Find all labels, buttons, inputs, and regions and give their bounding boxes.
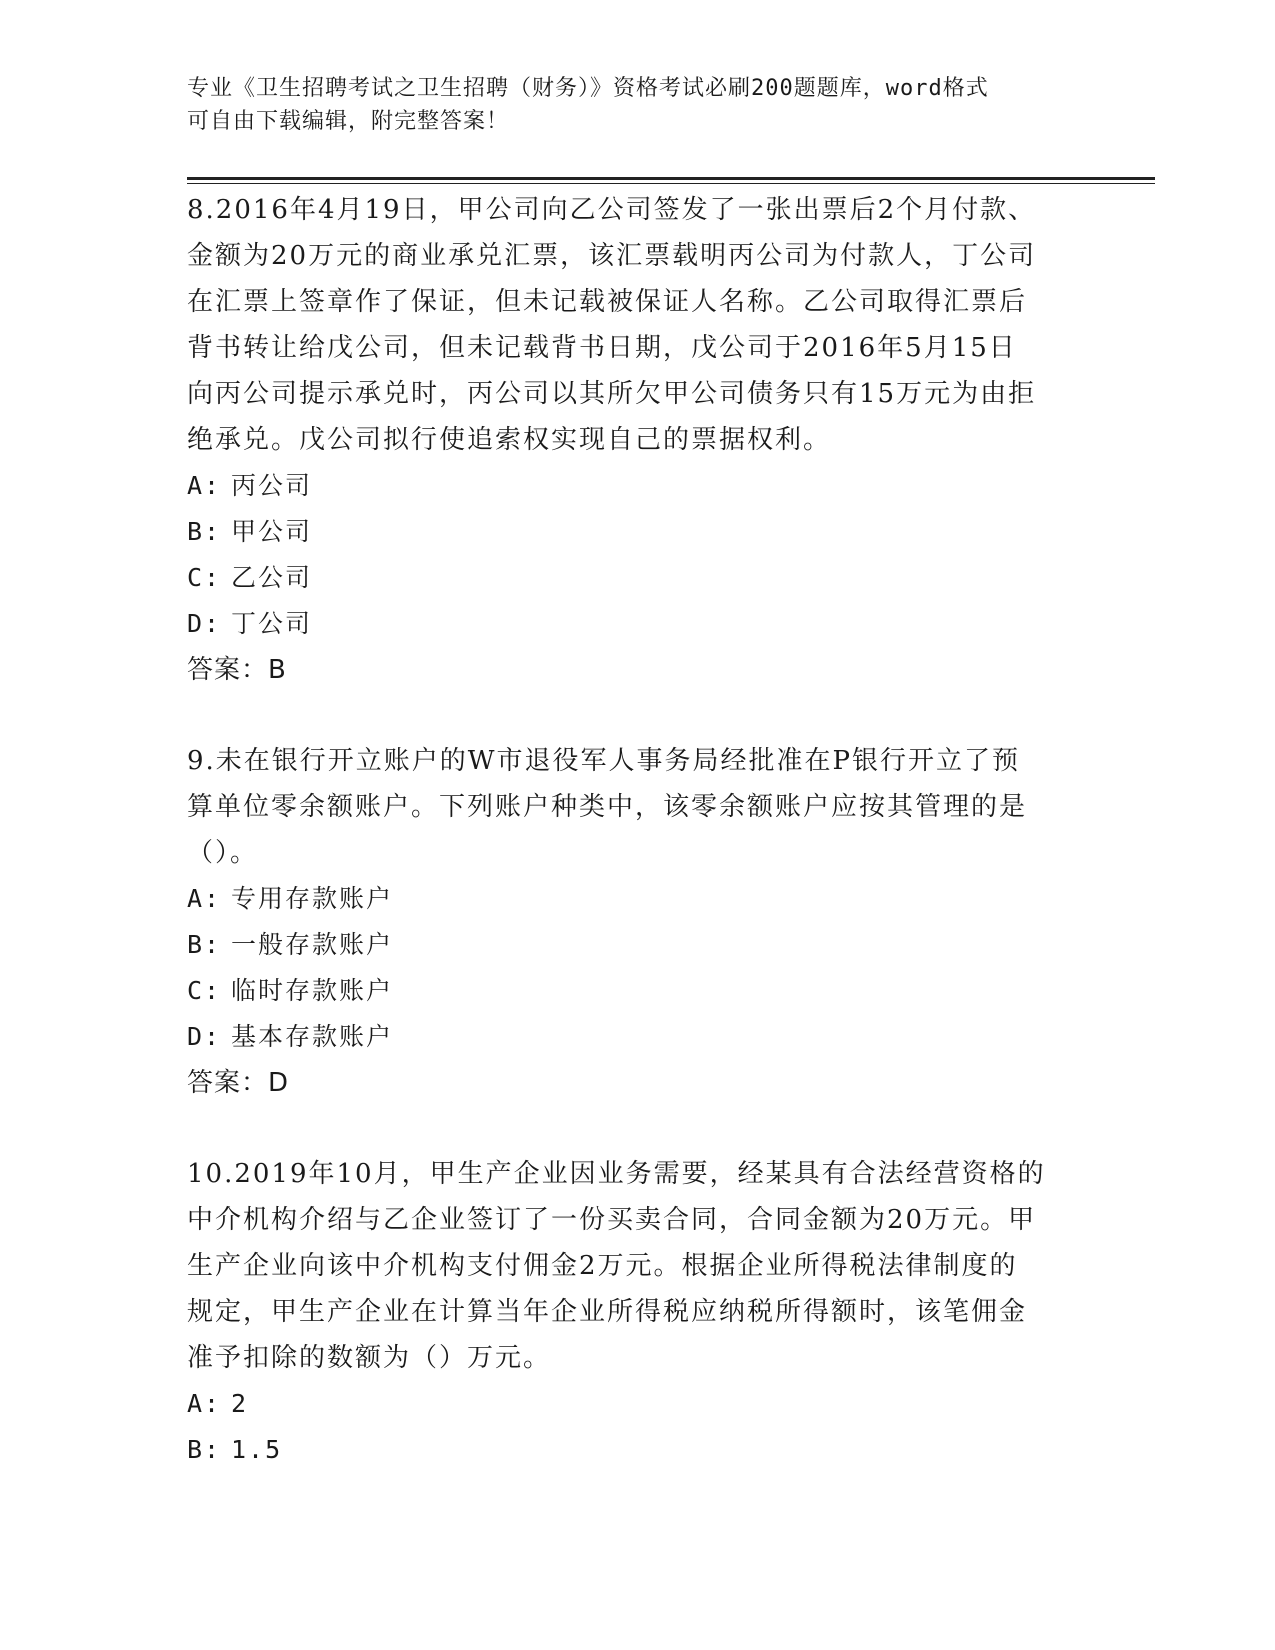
option-text: 基本存款账户 xyxy=(231,1022,394,1051)
question-9 xyxy=(187,738,1077,1106)
option-text: 丁公司 xyxy=(231,609,313,638)
option-key: D: xyxy=(187,609,222,638)
option-d xyxy=(187,601,1077,647)
option-a xyxy=(187,1381,1077,1427)
question-stem-line: 10.2019年10月，甲生产企业因业务需要，经某具有合法经营资格的 xyxy=(187,1159,1046,1189)
option-key: D: xyxy=(187,1022,222,1051)
option-text: 一般存款账户 xyxy=(231,930,394,959)
option-key: C: xyxy=(187,563,222,592)
option-key: B: xyxy=(187,930,222,959)
question-stem-line: 中介机构介绍与乙企业签订了一份买卖合同，合同金额为20万元。甲 xyxy=(187,1205,1037,1235)
question-stem-line: 在汇票上签章作了保证，但未记载被保证人名称。乙公司取得汇票后 xyxy=(187,287,1028,317)
option-key: A: xyxy=(187,471,222,500)
question-stem-line: 8.2016年4月19日，甲公司向乙公司签发了一张出票后2个月付款、 xyxy=(187,195,1037,225)
option-text: 乙公司 xyxy=(231,563,313,592)
option-d xyxy=(187,1014,1077,1060)
option-c xyxy=(187,555,1077,601)
header-line-1: 专业《卫生招聘考试之卫生招聘（财务）》资格考试必刷200题题库，word格式 xyxy=(187,76,989,101)
header-rule-thick xyxy=(187,177,1155,180)
answer-label: 答案：B xyxy=(187,655,287,685)
question-stem-line: （）。 xyxy=(187,838,259,868)
option-key: A: xyxy=(187,1389,222,1418)
question-stem-line: 规定，甲生产企业在计算当年企业所得税应纳税所得额时，该笔佣金 xyxy=(187,1297,1028,1327)
question-stem-line: 绝承兑。戊公司拟行使追索权实现自己的票据权利。 xyxy=(187,425,832,455)
question-10 xyxy=(187,1151,1077,1473)
option-text: 丙公司 xyxy=(231,471,313,500)
question-list xyxy=(187,187,1077,1473)
option-a xyxy=(187,463,1077,509)
question-stem-line: 9.未在银行开立账户的W市退役军人事务局经批准在P银行开立了预 xyxy=(187,746,1021,776)
question-gap xyxy=(187,1106,1077,1151)
option-b xyxy=(187,1427,1077,1473)
option-b xyxy=(187,922,1077,968)
question-stem-line: 准予扣除的数额为（）万元。 xyxy=(187,1343,552,1373)
option-text: 2 xyxy=(231,1389,249,1418)
question-stem-line: 生产企业向该中介机构支付佣金2万元。根据企业所得税法律制度的 xyxy=(187,1251,1018,1281)
question-stem-line: 向丙公司提示承兑时，丙公司以其所欠甲公司债务只有15万元为由拒 xyxy=(187,379,1037,409)
option-text: 1.5 xyxy=(231,1435,283,1464)
question-stem-line: 背书转让给戊公司，但未记载背书日期，戊公司于2016年5月15日 xyxy=(187,333,1017,363)
option-c xyxy=(187,968,1077,1014)
question-stem-line: 金额为20万元的商业承兑汇票，该汇票载明丙公司为付款人，丁公司 xyxy=(187,241,1037,271)
option-key: B: xyxy=(187,517,222,546)
option-text: 专用存款账户 xyxy=(231,884,394,913)
document-header xyxy=(187,72,1067,138)
option-text: 临时存款账户 xyxy=(231,976,394,1005)
option-b xyxy=(187,509,1077,555)
question-8 xyxy=(187,187,1077,693)
option-a xyxy=(187,876,1077,922)
answer-label: 答案：D xyxy=(187,1068,290,1098)
question-gap xyxy=(187,693,1077,738)
option-key: A: xyxy=(187,884,222,913)
header-line-2: 可自由下载编辑，附完整答案！ xyxy=(187,109,510,134)
option-text: 甲公司 xyxy=(231,517,313,546)
option-key: B: xyxy=(187,1435,222,1464)
header-rule-thin xyxy=(187,183,1155,184)
option-key: C: xyxy=(187,976,222,1005)
question-stem-line: 算单位零余额账户。下列账户种类中，该零余额账户应按其管理的是 xyxy=(187,792,1028,822)
